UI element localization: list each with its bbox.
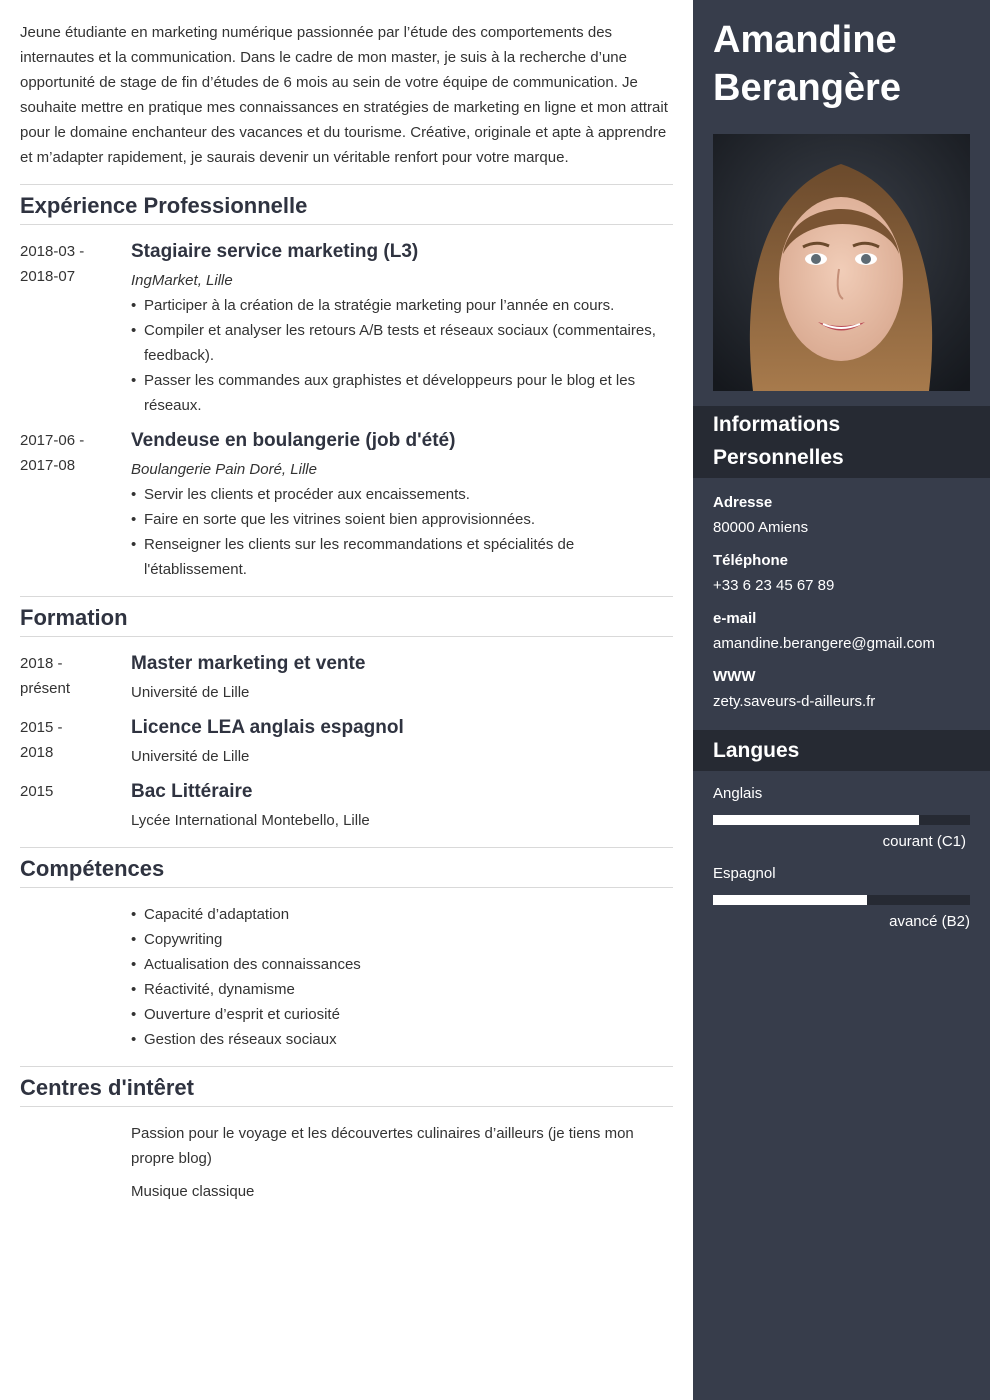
candidate-name: Amandine Berangère [713,19,901,109]
languages-list [693,771,990,955]
list-item: • Actualisation des connaissances [131,952,673,977]
company-name: IngMarket, Lille [131,272,233,289]
phone-value: +33 6 23 45 67 89 [713,577,835,594]
main-column [20,20,673,1226]
language-level-bar [713,895,970,905]
list-item: • Réactivité, dynamisme [131,977,673,1002]
list-item: • Ouverture d’esprit et curiosité [131,1002,673,1027]
phone-label: Téléphone [713,552,789,569]
entry-date: 2018-03 - 2018-07 [20,243,85,285]
email-value[interactable]: amandine.berangere@gmail.com [713,635,936,652]
profile-photo [713,134,970,391]
list-item: • Passer les commandes aux graphistes et développeurs pour le blog et les réseaux. [131,368,673,418]
interest-item: Passion pour le voyage et les découvertes culinaires d’ailleurs (je tiens mon propre blog) [131,1125,634,1167]
experience-entry [20,239,673,418]
personal-info-heading: Informations Personnelles [693,406,990,478]
list-item: • Gestion des réseaux sociaux [131,1027,673,1052]
school-name: Lycée International Montebello, Lille [131,812,370,829]
skills-list [20,902,673,1052]
languages-heading: Langues [693,730,990,771]
education-heading: Formation [20,597,673,637]
list-item: • Participer à la création de la stratégie marketing pour l’année en cours. [131,293,673,318]
language-level-bar [713,815,970,825]
skills-heading: Compétences [20,848,673,888]
education-entry [20,779,673,833]
entry-date: 2017-06 - 2017-08 [20,432,85,474]
school-name: Université de Lille [131,748,250,765]
degree-title: Bac Littéraire [131,781,253,802]
address-value: 80000 Amiens [713,519,809,536]
interests-heading: Centres d'intêret [20,1067,673,1107]
list-item: • Capacité d’adaptation [131,902,673,927]
language-name: Espagnol [713,865,776,882]
job-title: Vendeuse en boulangerie (job d'été) [131,430,456,451]
language-level-fill [713,815,919,825]
website-value[interactable]: zety.saveurs-d-ailleurs.fr [713,693,876,710]
language-name: Anglais [713,785,763,802]
language-level: avancé (B2) [889,913,970,930]
degree-title: Master marketing et vente [131,653,366,674]
experience-section [20,184,673,596]
degree-title: Licence LEA anglais espagnol [131,717,404,738]
task-list [131,482,673,582]
interest-item: Musique classique [131,1183,255,1200]
entry-date: 2015 [20,783,54,800]
personal-info [693,478,990,730]
email-label: e-mail [713,610,757,627]
experience-entry [20,428,673,582]
experience-heading: Expérience Professionnelle [20,185,673,225]
entry-date: 2018 - présent [20,655,71,697]
list-item: • Servir les clients et procéder aux encaissements. [131,482,673,507]
list-item: • Renseigner les clients sur les recommandations et spécialités de l'établissement. [131,532,673,582]
interests-section [20,1066,673,1226]
skills-section [20,847,673,1066]
address-label: Adresse [713,494,773,511]
entry-date: 2015 - 2018 [20,719,63,761]
list-item: • Copywriting [131,927,673,952]
education-section [20,596,673,847]
education-entry [20,651,673,705]
education-entry [20,715,673,769]
summary-text: Jeune étudiante en marketing numérique passionnée par l’étude des comportements des internautes et la communication. Dans le cadre de mon master, je suis à la recherche d’une opportunité de stage de fin d’études de 6 mois au sein de votre équipe de communication. Je souhaite mettre en pratique mes connaissances en stratégies de marketing en ligne et mon attrait pour le domaine enchanteur des vacances et du tourisme. Créative, originale et apte à apprendre et m’adapter rapidement, je saurais devenir un véritable renfort pour votre marque. [20,24,668,166]
sidebar [693,0,990,1400]
portrait-image [713,134,970,391]
list-item: • Faire en sorte que les vitrines soient bien approvisionnées. [131,507,673,532]
job-title: Stagiaire service marketing (L3) [131,241,419,262]
language-level: courant (C1) [882,833,966,850]
website-label: WWW [713,668,756,685]
list-item: • Compiler et analyser les retours A/B tests et réseaux sociaux (commentaires, feedback). [131,318,673,368]
school-name: Université de Lille [131,684,250,701]
task-list [131,293,673,418]
language-level-fill [713,895,867,905]
company-name: Boulangerie Pain Doré, Lille [131,461,317,478]
